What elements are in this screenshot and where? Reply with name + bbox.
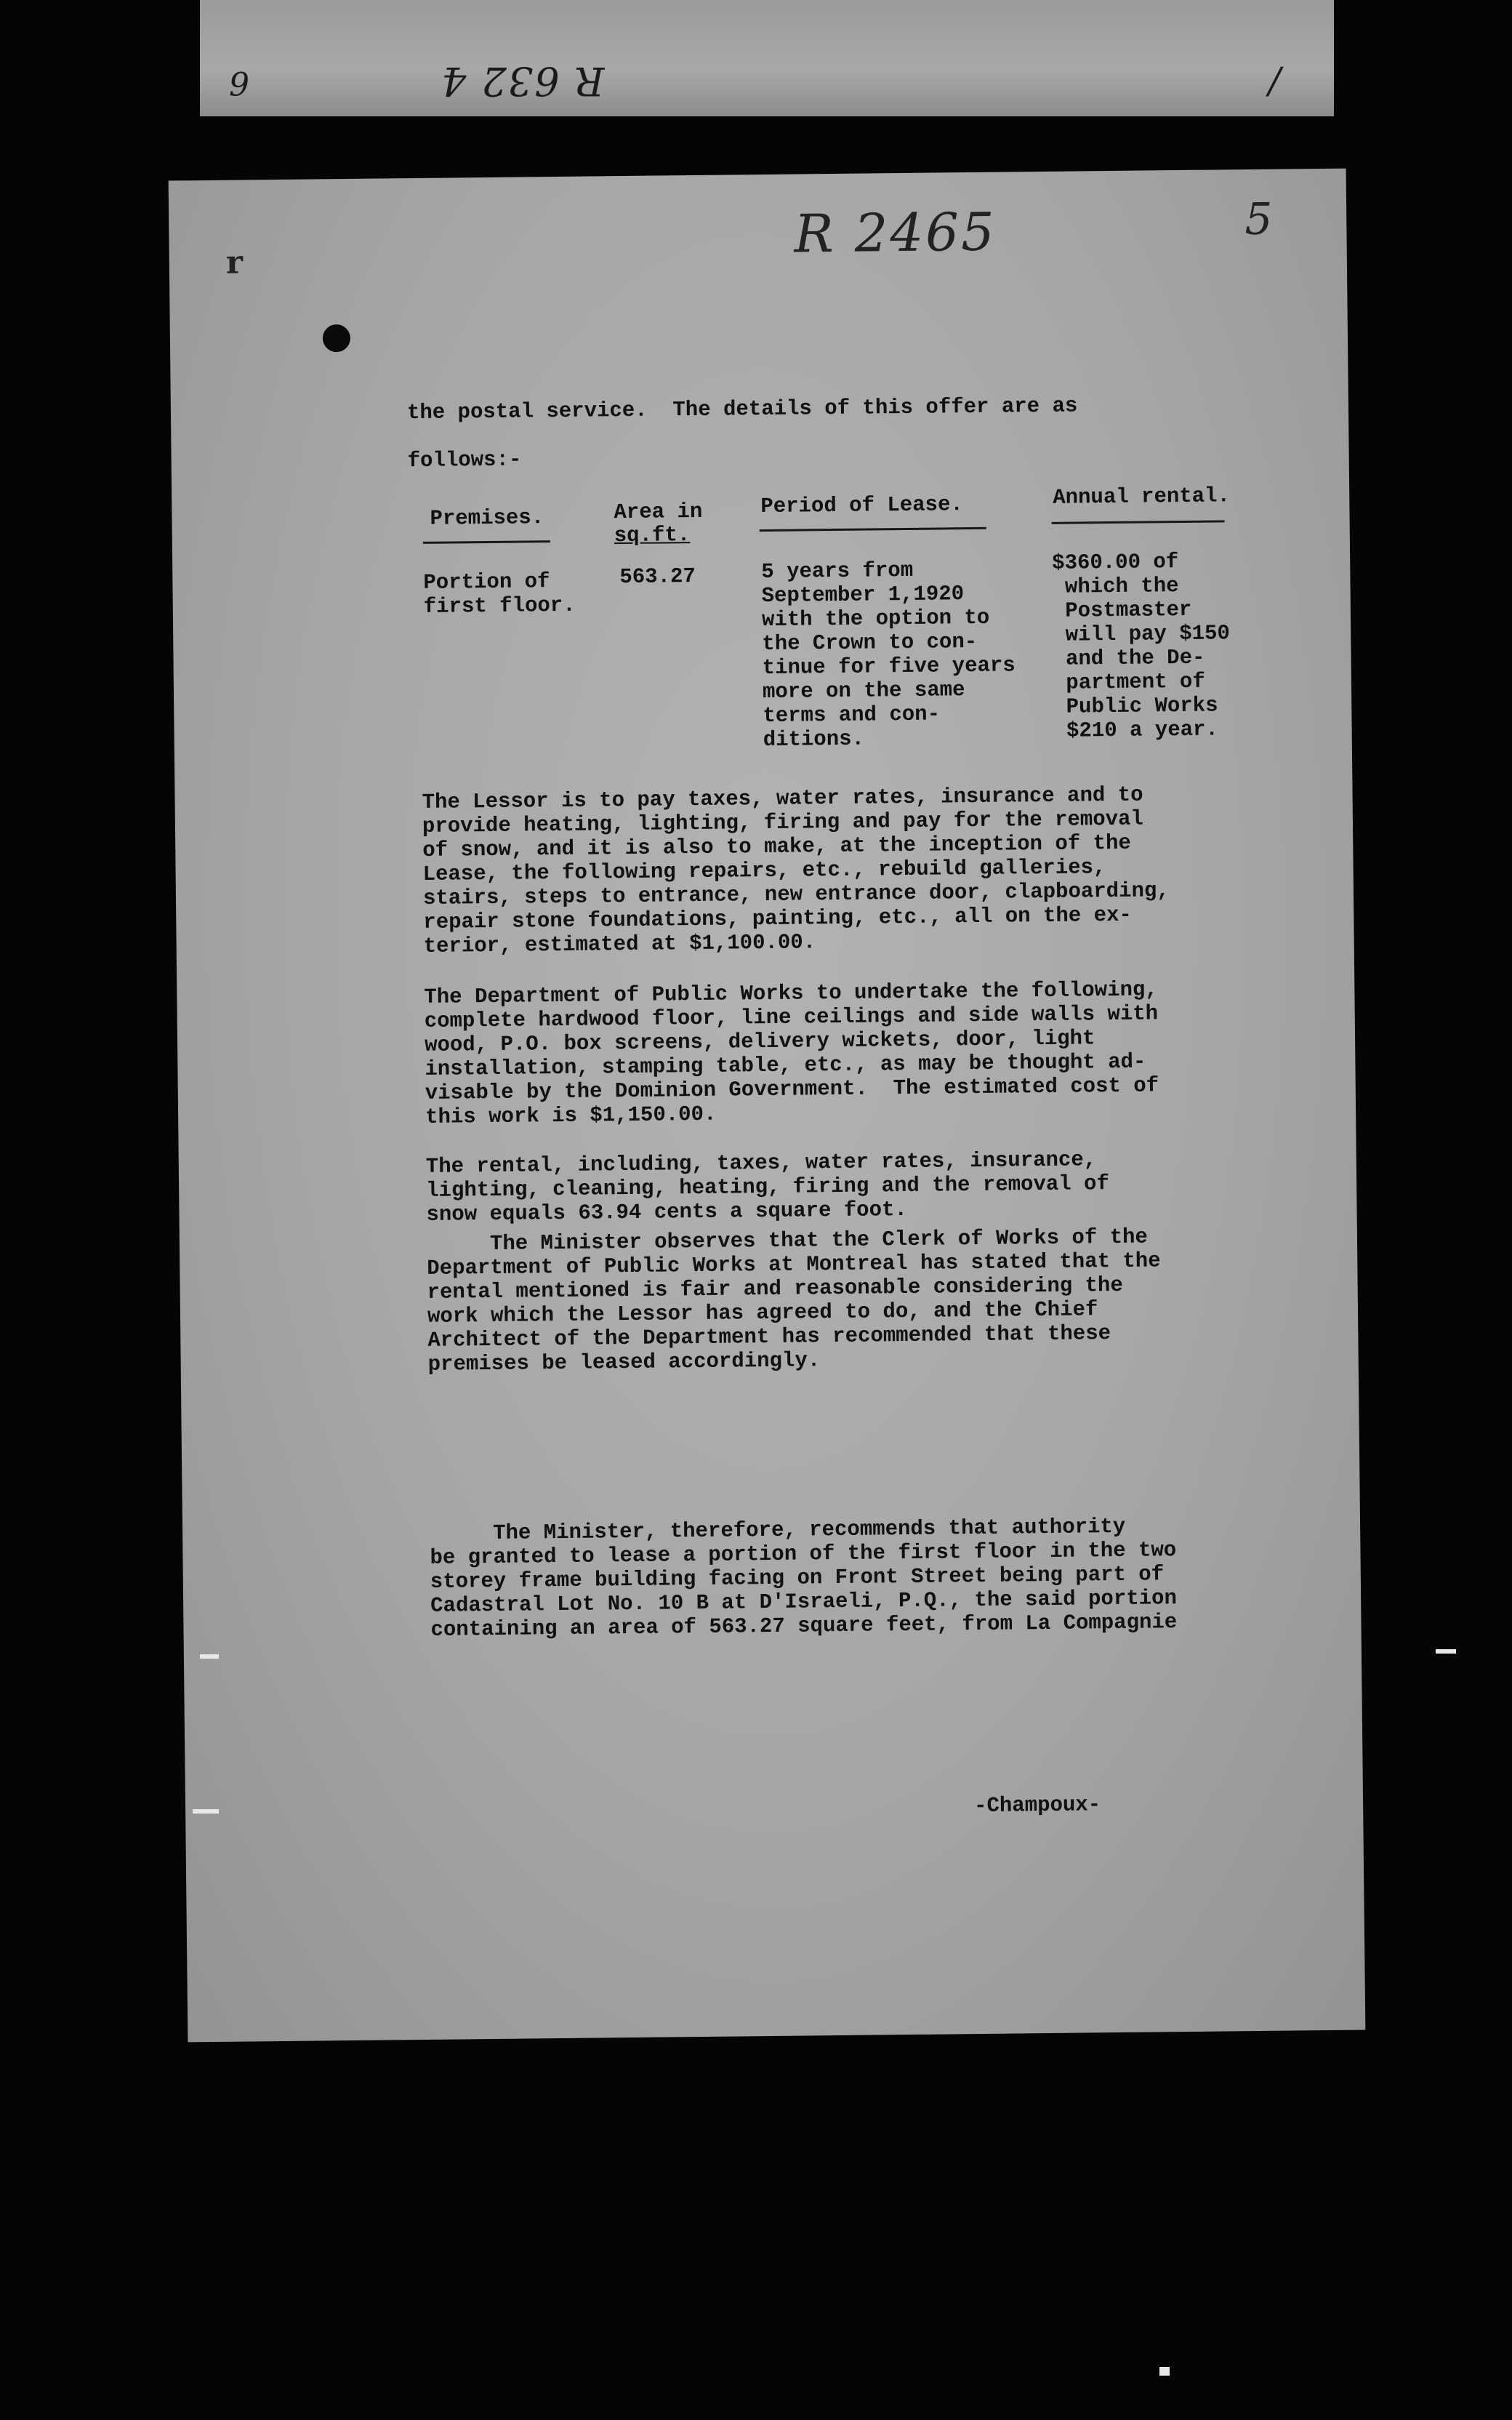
film-speck [1436,1649,1456,1654]
handwritten-page-number: 5 [1244,193,1273,246]
previous-page-number-mark: 6 [229,64,249,101]
previous-page-reference-mark: R 632 4 [440,58,605,104]
paragraph-minister-recommends: The Minister, therefore, recommends that authority be granted to lease a portion of the first floor in the two storey frame building facing on Front Street being part of Cadastral Lot No. 10 B at D'Israeli, P.Q., the said portion containing an area of 563.27 square feet, from La Compagnie [429,1514,1178,1642]
corner-tick-mark: r [225,244,244,281]
catchword: -Champoux- [973,1792,1101,1819]
document-page [169,169,1366,2043]
intro-line-1: the postal service. The details of this offer are as [406,393,1078,425]
film-speck [193,1809,219,1814]
paragraph-department-works: The Department of Public Works to undertake the following, complete hardwood floor, line ceilings and side walls with wood, P.O. box screens, delivery wickets, door, light installation, stamping table, etc., as may be thought ad- visable by the Dominion Government. The estimated cost of this work is $1,150.00. [424,977,1159,1129]
handwritten-reference-mark: R 2465 [794,201,997,265]
table-cell-premises: Portion of first floor. [423,569,576,619]
table-header-area-line1: Area in [614,499,703,525]
header-rule-rental [1052,520,1225,524]
intro-line-2: follows:- [407,447,522,473]
film-speck [200,1654,219,1659]
paragraph-rental-rate: The rental, including, taxes, water rates, insurance, lighting, cleaning, heating, firing and the removal of snow equals 63.94 cents a square foot. [425,1147,1110,1227]
table-header-rental: Annual rental. [1053,484,1231,510]
paragraph-minister-observes: The Minister observes that the Clerk of Works of the Department of Public Works at Montreal has stated that the rental mentioned is fair and reasonable considering the work which the Lessor has agreed to do, and the Chief Architect of the Department has recommended that these premises be leased accordingly. [426,1225,1161,1377]
previous-page-tick-mark: / [1268,60,1281,102]
film-speck [1159,2367,1170,2376]
header-rule-period [760,527,986,532]
table-header-period: Period of Lease. [760,492,963,519]
table-cell-area: 563.27 [619,564,696,590]
table-cell-rental: $360.00 of which the Postmaster will pay $150 and the De- partment of Public Works $210 a year. [1052,550,1231,743]
header-rule-premises [423,540,550,544]
previous-page-strip [200,0,1334,116]
table-cell-period: 5 years from September 1,1920 with the option to the Crown to con- tinue for five years more on the same terms and con- ditions. [761,558,1016,753]
table-header-premises: Premises. [430,505,544,531]
paragraph-lessor-obligations: The Lessor is to pay taxes, water rates, insurance and to provide heating, lighting, firing and pay for the removal of snow, and it is also to make, at the inception of the Lease, the following repairs, etc., rebuild galleries, stairs, steps to entrance, new entrance door, clapboarding, repair stone foundations, painting, etc., all on the ex- terior, estimated at $1,100.00. [422,782,1170,958]
punch-hole [323,324,350,352]
table-header-area-line2: sq.ft. [614,523,691,548]
